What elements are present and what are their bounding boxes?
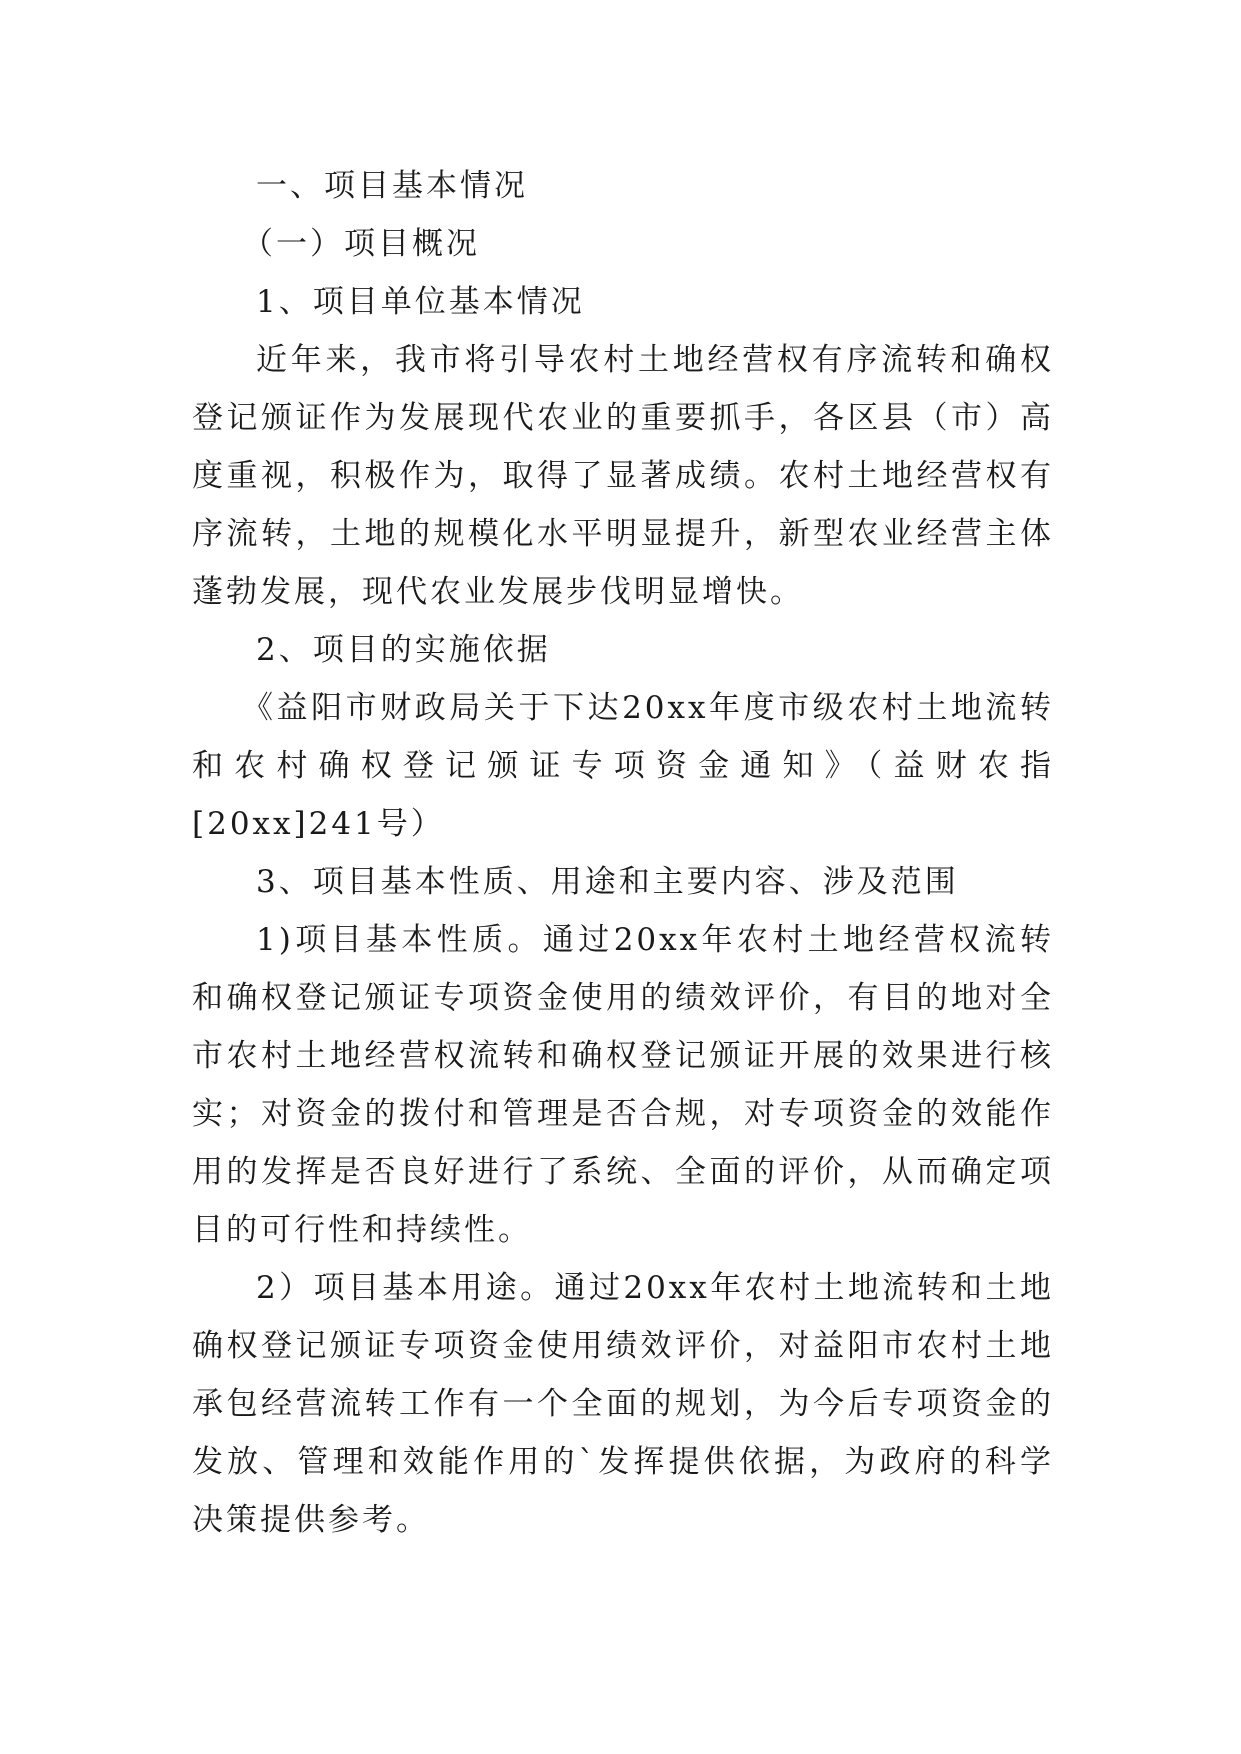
heading-level-1: 一、项目基本情况 [256, 168, 528, 204]
section-1-paragraph: 近年来，我市将引导农村土地经营权有序流转和确权登记颁证作为发展现代农业的重要抓手，各区县（市）高度重视，积极作为，取得了显著成绩。农村土地经营权有序流转，土地的规模化水平明显提升，新型农业经营主体蓬勃发展，现代农业发展步伐明显增快。 [192, 342, 1054, 610]
section-3-item-2: 2）项目基本用途。通过20xx年农村土地流转和土地确权登记颁证专项资金使用绩效评价，对益阳市农村土地承包经营流转工作有一个全面的规划，为今后专项资金的发放、管理和效能作用的`发挥提供依据，为政府的科学决策提供参考。 [192, 1270, 1054, 1538]
section-3-item-1: 1)项目基本性质。通过20xx年农村土地经营权流转和确权登记颁证专项资金使用的绩效评价，有目的地对全市农村土地经营权流转和确权登记颁证开展的效果进行核实；对资金的拨付和管理是否合规，对专项资金的效能作用的发挥是否良好进行了系统、全面的评价，从而确定项目的可行性和持续性。 [192, 922, 1054, 1248]
section-2-title: 2、项目的实施依据 [256, 632, 551, 668]
heading-level-2: （一）项目概况 [242, 226, 480, 262]
section-3-title: 3、项目基本性质、用途和主要内容、涉及范围 [256, 864, 959, 900]
section-1-title: 1、项目单位基本情况 [256, 284, 585, 320]
section-2-paragraph: 《益阳市财政局关于下达20xx年度市级农村土地流转和农村确权登记颁证专项资金通知》（益财农指[20xx]241号） [192, 690, 1054, 842]
document-body [192, 157, 1054, 1549]
